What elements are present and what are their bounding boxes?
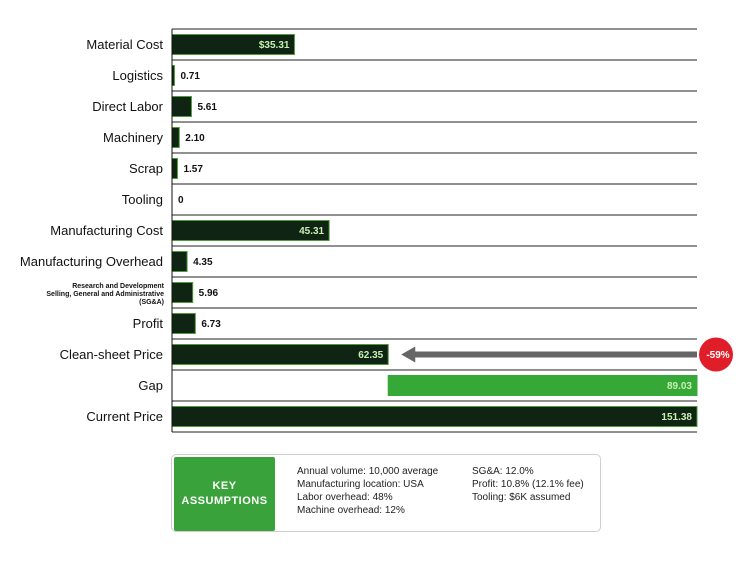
value-label: 1.57 [183, 164, 203, 175]
bar [172, 252, 187, 272]
category-label: Current Price [86, 409, 163, 424]
value-label: 89.03 [666, 381, 692, 392]
category-label: Gap [138, 378, 163, 393]
bar [172, 283, 193, 303]
assumptions-column-1 [297, 465, 438, 517]
bars [172, 35, 697, 427]
value-label: $35.31 [258, 40, 290, 51]
category-label: Logistics [112, 68, 163, 83]
category-label: Profit [132, 316, 163, 331]
value-label: 62.35 [358, 350, 384, 361]
assumption-manufacturing-location: Manufacturing location: USA [297, 479, 424, 490]
category-label: (SG&A) [139, 299, 164, 306]
gap-bar [388, 376, 697, 396]
category-label: Selling, General and Administrative [46, 291, 164, 298]
category-labels [20, 37, 165, 424]
assumption-tooling: Tooling: $6K assumed [472, 492, 571, 503]
category-label: Material Cost [86, 37, 163, 52]
value-label: 6.73 [201, 319, 221, 330]
category-label: Tooling [121, 192, 163, 207]
savings-annotation [401, 338, 733, 372]
key-assumptions-title-line1: KEY [212, 480, 237, 492]
assumption-annual-volume: Annual volume: 10,000 average [297, 466, 439, 477]
arrow-shaft [413, 352, 697, 358]
arrow-head [401, 347, 415, 363]
value-label: 151.38 [661, 412, 692, 423]
value-label: 45.31 [299, 226, 325, 237]
key-assumptions-panel [171, 454, 601, 532]
bar [172, 159, 177, 179]
key-assumptions-title [174, 457, 275, 531]
value-label: 5.96 [198, 288, 219, 299]
category-label: Manufacturing Cost [50, 223, 163, 238]
category-label: Research and Development [72, 283, 164, 290]
assumption-machine-overhead: Machine overhead: 12% [297, 505, 405, 516]
value-label: 0.71 [180, 71, 200, 82]
bar [172, 407, 697, 427]
bar [172, 97, 191, 117]
value-label: 0 [178, 195, 184, 206]
assumption-labor-overhead: Labor overhead: 48% [297, 492, 393, 503]
value-label: 2.10 [185, 133, 205, 144]
bar [172, 314, 195, 334]
savings-badge-text: -59% [706, 350, 730, 361]
key-assumptions-title-line2: ASSUMPTIONS [181, 495, 268, 507]
assumption-sga: SG&A: 12.0% [472, 466, 534, 477]
assumption-profit: Profit: 10.8% (12.1% fee) [472, 479, 584, 490]
value-label: 4.35 [193, 257, 213, 268]
bar [172, 128, 179, 148]
bar [172, 345, 388, 365]
category-label: Machinery [103, 130, 163, 145]
category-label: Clean-sheet Price [59, 347, 163, 362]
category-label: Manufacturing Overhead [19, 254, 163, 269]
category-label: Direct Labor [92, 99, 163, 114]
assumptions-column-2 [472, 465, 584, 504]
category-label: Scrap [129, 161, 163, 176]
value-label: 5.61 [197, 102, 217, 113]
